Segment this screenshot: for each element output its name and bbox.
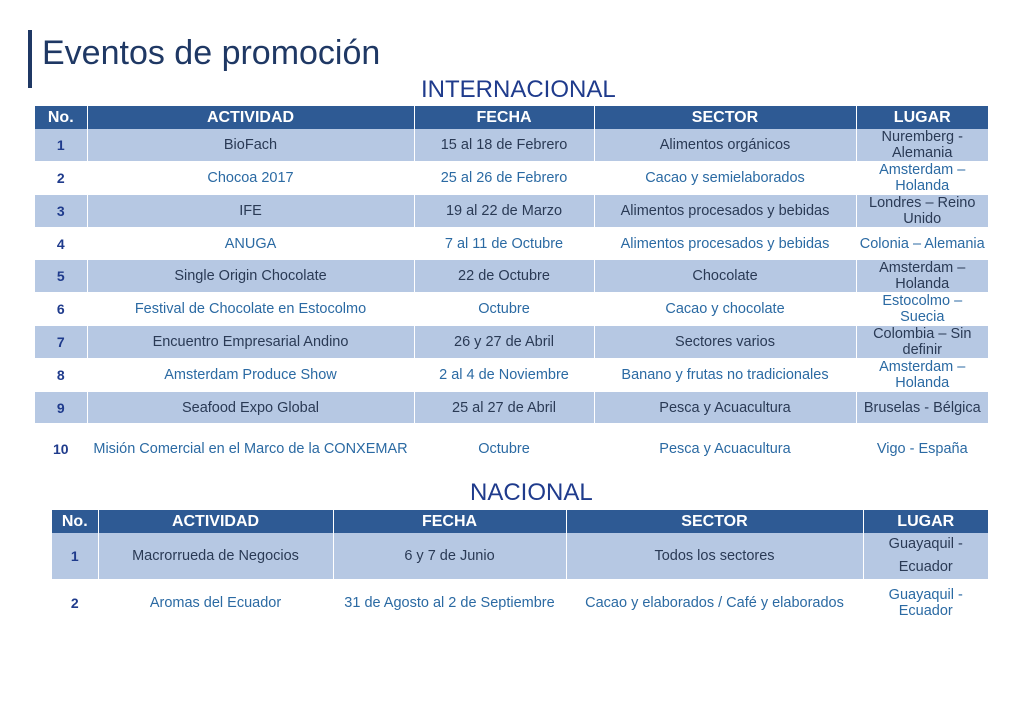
cell-sector: Alimentos orgánicos [594, 129, 856, 162]
cell-lugar: Amsterdam – Holanda [856, 260, 988, 293]
cell-fecha: 15 al 18 de Febrero [414, 129, 594, 162]
cell-no: 2 [35, 162, 87, 195]
cell-no: 4 [35, 228, 87, 260]
cell-actividad: Misión Comercial en el Marco de la CONXEMAR [87, 424, 414, 474]
table-row [35, 359, 988, 392]
cell-fecha: 7 al 11 de Octubre [414, 228, 594, 260]
cell-sector: Cacao y elaborados / Café y elaborados [566, 580, 863, 627]
cell-no: 8 [35, 359, 87, 392]
header-actividad: ACTIVIDAD [87, 106, 414, 129]
table-row [35, 260, 988, 293]
table-row [35, 195, 988, 228]
cell-lugar: Londres – Reino Unido [856, 195, 988, 228]
cell-lugar: Vigo - España [856, 424, 988, 474]
header-sector: SECTOR [566, 510, 863, 533]
cell-actividad: Macrorrueda de Negocios [98, 533, 333, 580]
table-header-row [52, 510, 988, 533]
header-lugar: LUGAR [856, 106, 988, 129]
cell-sector: Banano y frutas no tradicionales [594, 359, 856, 392]
cell-sector: Chocolate [594, 260, 856, 293]
cell-actividad: IFE [87, 195, 414, 228]
header-sector: SECTOR [594, 106, 856, 129]
cell-no: 3 [35, 195, 87, 228]
page-title: Eventos de promoción [42, 34, 381, 72]
cell-sector: Todos los sectores [566, 533, 863, 580]
cell-actividad: Aromas del Ecuador [98, 580, 333, 627]
cell-no: 6 [35, 293, 87, 326]
cell-lugar: Colombia – Sin definir [856, 326, 988, 359]
table-header-row [35, 106, 988, 129]
table-row [35, 162, 988, 195]
section-title-nacional: NACIONAL [470, 479, 593, 506]
nacional-table [52, 510, 988, 627]
cell-actividad: Seafood Expo Global [87, 392, 414, 424]
cell-no: 10 [35, 424, 87, 474]
table-row [35, 392, 988, 424]
cell-lugar: Amsterdam – Holanda [856, 162, 988, 195]
cell-fecha: 6 y 7 de Junio [333, 533, 566, 580]
cell-actividad: Single Origin Chocolate [87, 260, 414, 293]
cell-fecha: Octubre [414, 424, 594, 474]
header-no: No. [52, 510, 98, 533]
header-no: No. [35, 106, 87, 129]
cell-no: 1 [52, 533, 98, 580]
cell-actividad: BioFach [87, 129, 414, 162]
cell-fecha: 19 al 22 de Marzo [414, 195, 594, 228]
cell-fecha: 25 al 26 de Febrero [414, 162, 594, 195]
header-lugar: LUGAR [863, 510, 988, 533]
cell-lugar: Colonia – Alemania [856, 228, 988, 260]
table-row [35, 424, 988, 474]
header-fecha: FECHA [414, 106, 594, 129]
title-accent-bar [28, 30, 32, 88]
table-row [35, 293, 988, 326]
section-title-internacional: INTERNACIONAL [421, 76, 616, 103]
cell-fecha: Octubre [414, 293, 594, 326]
cell-lugar: Guayaquil - Ecuador [863, 533, 988, 580]
table-row [35, 326, 988, 359]
cell-sector: Pesca y Acuacultura [594, 392, 856, 424]
cell-lugar: Nuremberg - Alemania [856, 129, 988, 162]
header-fecha: FECHA [333, 510, 566, 533]
cell-no: 7 [35, 326, 87, 359]
cell-sector: Cacao y semielaborados [594, 162, 856, 195]
cell-fecha: 2 al 4 de Noviembre [414, 359, 594, 392]
table-row [52, 580, 988, 627]
internacional-table [35, 106, 988, 474]
cell-lugar: Estocolmo – Suecia [856, 293, 988, 326]
cell-fecha: 25 al 27 de Abril [414, 392, 594, 424]
table-row [35, 228, 988, 260]
header-actividad: ACTIVIDAD [98, 510, 333, 533]
cell-sector: Cacao y chocolate [594, 293, 856, 326]
cell-actividad: Amsterdam Produce Show [87, 359, 414, 392]
cell-actividad: Festival de Chocolate en Estocolmo [87, 293, 414, 326]
cell-actividad: Encuentro Empresarial Andino [87, 326, 414, 359]
cell-sector: Alimentos procesados y bebidas [594, 195, 856, 228]
cell-no: 9 [35, 392, 87, 424]
cell-lugar: Guayaquil - Ecuador [863, 580, 988, 627]
cell-no: 5 [35, 260, 87, 293]
cell-actividad: Chocoa 2017 [87, 162, 414, 195]
cell-lugar: Bruselas - Bélgica [856, 392, 988, 424]
cell-fecha: 22 de Octubre [414, 260, 594, 293]
cell-actividad: ANUGA [87, 228, 414, 260]
cell-sector: Alimentos procesados y bebidas [594, 228, 856, 260]
cell-fecha: 31 de Agosto al 2 de Septiembre [333, 580, 566, 627]
cell-no: 2 [52, 580, 98, 627]
table-row [35, 129, 988, 162]
cell-no: 1 [35, 129, 87, 162]
table-row [52, 533, 988, 580]
cell-fecha: 26 y 27 de Abril [414, 326, 594, 359]
cell-lugar: Amsterdam – Holanda [856, 359, 988, 392]
cell-sector: Pesca y Acuacultura [594, 424, 856, 474]
cell-sector: Sectores varios [594, 326, 856, 359]
